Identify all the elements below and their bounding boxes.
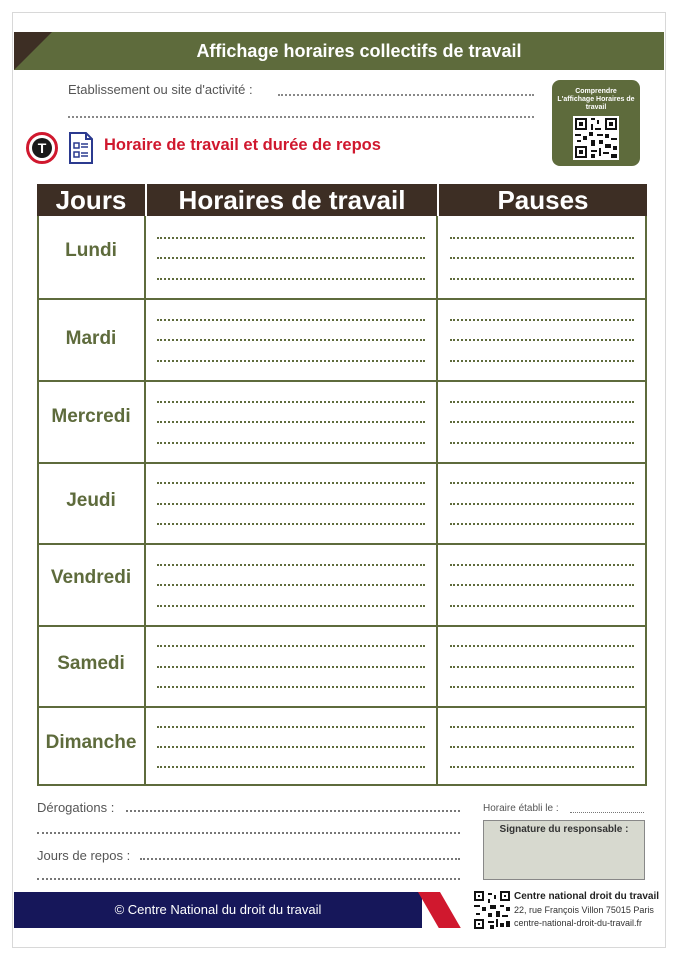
header-breaks: Pauses xyxy=(439,184,647,216)
signature-box[interactable] xyxy=(483,820,645,880)
footer-qr-code-icon xyxy=(474,891,510,929)
fill-in-line[interactable] xyxy=(450,564,634,566)
fill-in-line[interactable] xyxy=(157,278,425,280)
fill-in-line[interactable] xyxy=(157,237,425,239)
fill-in-line[interactable] xyxy=(450,257,634,259)
fill-in-line[interactable] xyxy=(157,319,425,321)
day-label-sunday: Dimanche xyxy=(45,732,137,753)
fill-in-line[interactable] xyxy=(450,482,634,484)
org-name: Centre national droit du travail xyxy=(514,891,660,902)
title-notch xyxy=(14,32,52,70)
derogations-label: Dérogations : xyxy=(37,800,115,815)
signature-label: Signature du responsable : xyxy=(499,824,629,835)
fill-in-line[interactable] xyxy=(157,645,425,647)
schedule-date-label: Horaire établi le : xyxy=(483,803,559,814)
rest-days-field-line-2[interactable] xyxy=(37,878,460,880)
qr-info-box xyxy=(552,80,640,166)
schedule-date-field[interactable] xyxy=(570,811,644,813)
row-divider xyxy=(37,543,647,545)
fill-in-line[interactable] xyxy=(157,766,425,768)
day-label-thursday: Jeudi xyxy=(66,490,116,511)
column-divider xyxy=(144,216,146,786)
row-divider xyxy=(37,625,647,627)
fill-in-line[interactable] xyxy=(450,645,634,647)
fill-in-line[interactable] xyxy=(157,523,425,525)
row-divider xyxy=(37,462,647,464)
fill-in-line[interactable] xyxy=(157,503,425,505)
fill-in-line[interactable] xyxy=(157,584,425,586)
fill-in-line[interactable] xyxy=(157,726,425,728)
t-letter: T xyxy=(32,138,52,158)
fill-in-line[interactable] xyxy=(157,746,425,748)
establishment-field[interactable] xyxy=(278,86,534,96)
day-label-friday: Vendredi xyxy=(50,567,132,588)
fill-in-line[interactable] xyxy=(157,605,425,607)
fill-in-line[interactable] xyxy=(450,401,634,403)
fill-in-line[interactable] xyxy=(450,605,634,607)
fill-in-line[interactable] xyxy=(450,421,634,423)
fill-in-line[interactable] xyxy=(450,442,634,444)
fill-in-line[interactable] xyxy=(450,766,634,768)
fill-in-line[interactable] xyxy=(450,666,634,668)
fill-in-line[interactable] xyxy=(157,401,425,403)
fill-in-line[interactable] xyxy=(157,666,425,668)
org-address: 22, rue François Villon 75015 Paris xyxy=(514,905,654,915)
establishment-field-line-2[interactable] xyxy=(68,108,534,118)
fill-in-line[interactable] xyxy=(450,503,634,505)
qr-code-icon xyxy=(573,116,619,160)
fill-in-line[interactable] xyxy=(157,339,425,341)
header-hours: Horaires de travail xyxy=(147,184,437,216)
fill-in-line[interactable] xyxy=(450,360,634,362)
header-days: Jours xyxy=(37,184,145,216)
section-title: Horaire de travail et durée de repos xyxy=(104,136,381,154)
fill-in-line[interactable] xyxy=(450,237,634,239)
copyright-text: © Centre National du droit du travail xyxy=(114,902,322,917)
fill-in-line[interactable] xyxy=(157,360,425,362)
row-divider xyxy=(37,380,647,382)
rest-days-label: Jours de repos : xyxy=(37,848,131,863)
fill-in-line[interactable] xyxy=(450,726,634,728)
day-label-monday: Lundi xyxy=(65,240,117,261)
fill-in-line[interactable] xyxy=(157,257,425,259)
row-divider xyxy=(37,706,647,708)
fill-in-line[interactable] xyxy=(450,686,634,688)
transport-t-icon xyxy=(26,132,58,164)
schedule-table xyxy=(37,184,647,786)
fill-in-line[interactable] xyxy=(450,339,634,341)
document-icon xyxy=(68,132,94,164)
fill-in-line[interactable] xyxy=(450,278,634,280)
fill-in-line[interactable] xyxy=(450,584,634,586)
column-divider xyxy=(436,216,438,786)
day-label-tuesday: Mardi xyxy=(65,328,117,349)
derogations-field-line-2[interactable] xyxy=(37,832,460,834)
fill-in-line[interactable] xyxy=(157,421,425,423)
rest-days-field[interactable] xyxy=(140,858,460,860)
day-label-saturday: Samedi xyxy=(57,653,125,674)
establishment-label: Etablissement ou site d'activité : xyxy=(68,82,253,97)
page-title: Affichage horaires collectifs de travail xyxy=(196,41,522,61)
day-label-wednesday: Mercredi xyxy=(51,406,131,427)
qr-caption: Comprendre L'affichage Horaires de travail xyxy=(557,88,635,111)
fill-in-line[interactable] xyxy=(157,482,425,484)
fill-in-line[interactable] xyxy=(450,319,634,321)
derogations-field[interactable] xyxy=(126,810,460,812)
fill-in-line[interactable] xyxy=(157,564,425,566)
row-divider xyxy=(37,298,647,300)
fill-in-line[interactable] xyxy=(157,442,425,444)
fill-in-line[interactable] xyxy=(450,746,634,748)
org-website[interactable]: centre-national-droit-du-travail.fr xyxy=(514,918,643,928)
fill-in-line[interactable] xyxy=(450,523,634,525)
fill-in-line[interactable] xyxy=(157,686,425,688)
